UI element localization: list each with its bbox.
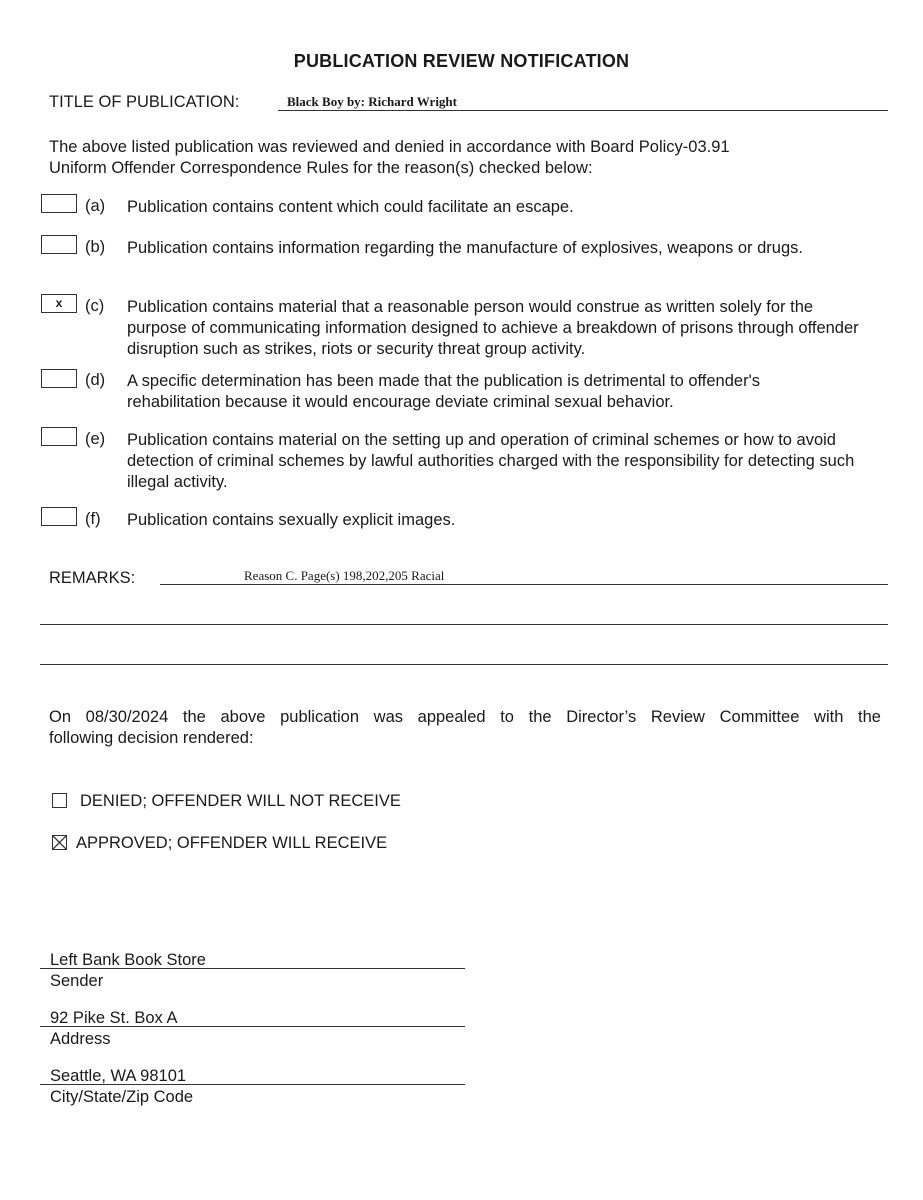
reason-f-checkbox[interactable]	[41, 507, 77, 526]
reason-e-text: Publication contains material on the setting up and operation of criminal schemes or how to avoid detection of criminal schemes by lawful authorities charged with the responsibility for detecting such illegal activity.	[127, 431, 855, 491]
city-value: Seattle, WA 98101	[50, 1067, 187, 1085]
reason-a-letter: (a)	[85, 197, 106, 215]
appeal-line-1: On 08/30/2024 the above publication was appealed to the Director’s Review Committee with the	[49, 708, 881, 726]
checked-x-icon	[53, 836, 66, 849]
appeal-line-2: following decision rendered:	[49, 729, 254, 747]
reason-c-checkbox[interactable]: x	[41, 294, 77, 313]
reason-b-text: Publication contains information regarding the manufacture of explosives, weapons or drugs.	[127, 239, 803, 257]
reason-a-checkbox[interactable]	[41, 194, 77, 213]
address-underline	[40, 1026, 465, 1027]
title-label: TITLE OF PUBLICATION:	[49, 93, 240, 111]
remarks-label: REMARKS:	[49, 569, 136, 587]
denied-label: DENIED; OFFENDER WILL NOT RECEIVE	[80, 792, 401, 810]
title-underline	[278, 110, 888, 111]
reason-f-letter: (f)	[85, 510, 101, 528]
city-underline	[40, 1084, 465, 1085]
reason-c-text: Publication contains material that a reasonable person would construe as written solely for the purpose of communicating information designed to achieve a breakdown of prisons through offender disruption such as strikes, riots or security threat group activity.	[127, 298, 859, 358]
remarks-underline-1	[160, 584, 888, 585]
remarks-value: Reason C. Page(s) 198,202,205 Racial	[244, 568, 445, 583]
address-value: 92 Pike St. Box A	[50, 1009, 178, 1027]
denied-checkbox[interactable]	[52, 793, 67, 808]
sender-underline	[40, 968, 465, 969]
reason-d-text: A specific determination has been made that the publication is detrimental to offender's rehabilitation because it would encourage deviate criminal sexual behavior.	[127, 372, 760, 411]
form-heading: PUBLICATION REVIEW NOTIFICATION	[293, 51, 630, 71]
reason-f-text: Publication contains sexually explicit images.	[127, 511, 456, 529]
sender-name: Left Bank Book Store	[50, 951, 206, 969]
reason-d-letter: (d)	[85, 371, 106, 389]
reason-b-letter: (b)	[85, 238, 106, 256]
intro-line-2: Uniform Offender Correspondence Rules for the reason(s) checked below:	[49, 159, 593, 177]
reason-e-letter: (e)	[85, 430, 106, 448]
title-value: Black Boy by: Richard Wright	[287, 94, 457, 109]
address-label: Address	[50, 1030, 111, 1048]
intro-line-1: The above listed publication was reviewed and denied in accordance with Board Policy-03.91	[49, 138, 730, 156]
reason-a-text: Publication contains content which could facilitate an escape.	[127, 198, 574, 216]
reason-c-letter: (c)	[85, 297, 105, 315]
remarks-underline-2	[40, 624, 888, 625]
approved-checkbox[interactable]	[52, 835, 67, 850]
reason-e-checkbox[interactable]	[41, 427, 77, 446]
reason-b-checkbox[interactable]	[41, 235, 77, 254]
sender-label: Sender	[50, 972, 104, 990]
approved-label: APPROVED; OFFENDER WILL RECEIVE	[76, 834, 388, 852]
city-label: City/State/Zip Code	[50, 1088, 194, 1106]
remarks-underline-3	[40, 664, 888, 665]
reason-d-checkbox[interactable]	[41, 369, 77, 388]
